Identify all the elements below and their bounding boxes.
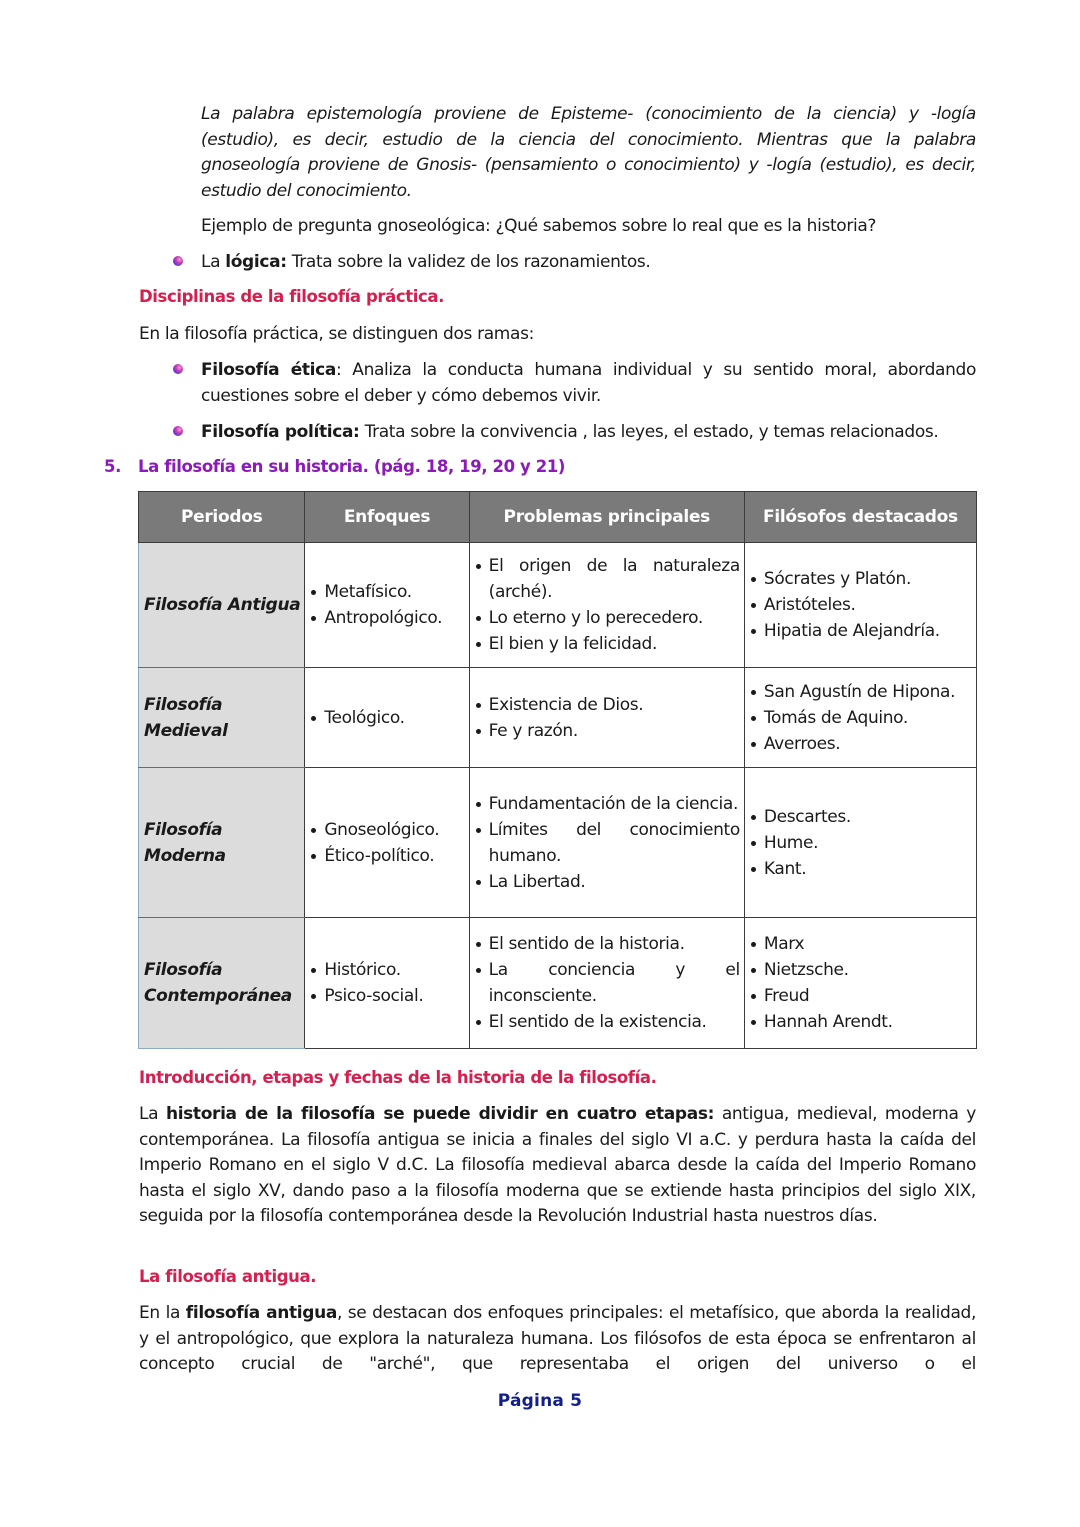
list-item: Teológico. xyxy=(309,705,464,731)
practical-heading: Disciplinas de la filosofía práctica. xyxy=(139,287,444,306)
page-number: Página 5 xyxy=(497,1391,583,1411)
list-item: Hipatia de Alejandría. xyxy=(749,618,972,644)
table-row xyxy=(139,768,977,918)
list-item: Averroes. xyxy=(749,731,972,757)
enfoques-cell xyxy=(305,918,469,1049)
list-item: El bien y la felicidad. xyxy=(474,631,740,657)
table-row xyxy=(139,668,977,768)
filosofos-cell xyxy=(744,768,976,918)
list-item: Marx xyxy=(749,931,972,957)
ethics-term: Filosofía ética xyxy=(201,360,336,380)
problemas-cell xyxy=(469,918,744,1049)
list-item: La conciencia y el inconsciente. xyxy=(474,957,740,1009)
list-item: Tomás de Aquino. xyxy=(749,705,972,731)
header-filosofos: Filósofos destacados xyxy=(744,492,976,543)
section-title: La filosofía en su historia. (pág. 18, 19, 20 y 21) xyxy=(138,457,566,476)
list-item: Hannah Arendt. xyxy=(749,1009,972,1035)
list-item: La Libertad. xyxy=(474,869,740,895)
etymology-paragraph: La palabra epistemología proviene de Episteme- (conocimiento de la ciencia) y -logía (estudio), es decir, estudio de la ciencia del conocimiento. Mientras que la palabra gnoseología proviene de Gnosis- (pensamiento o conocimiento) y -logía (estudio), es decir, estudio del conocimiento. xyxy=(201,104,976,201)
list-item: Gnoseológico. xyxy=(309,817,464,843)
ethics-bullet xyxy=(201,358,976,409)
practical-intro: En la filosofía práctica, se distinguen dos ramas: xyxy=(139,324,534,344)
list-item: Antropológico. xyxy=(309,605,464,631)
list-item: Freud xyxy=(749,983,972,1009)
enfoques-cell xyxy=(305,543,469,668)
list-item: Fundamentación de la ciencia. xyxy=(474,791,740,817)
ancient-prefix: En la xyxy=(139,1303,186,1323)
example-question: Ejemplo de pregunta gnoseológica: ¿Qué sabemos sobre lo real que es la historia? xyxy=(201,216,877,236)
bullet-sphere-icon xyxy=(173,364,183,374)
list-item: Fe y razón. xyxy=(474,718,740,744)
header-problemas: Problemas principales xyxy=(469,492,744,543)
enfoques-cell xyxy=(305,668,469,768)
section-number: 5. xyxy=(104,457,121,476)
list-item: Ético-político. xyxy=(309,843,464,869)
table-header-row xyxy=(139,492,977,543)
logic-text: Trata sobre la validez de los razonamientos. xyxy=(286,252,651,272)
table-row xyxy=(139,543,977,668)
stages-paragraph xyxy=(139,1102,976,1230)
list-item: Metafísico. xyxy=(309,579,464,605)
ancient-heading: La filosofía antigua. xyxy=(139,1267,317,1286)
enfoques-cell xyxy=(305,768,469,918)
period-cell: Filosofía Moderna xyxy=(139,768,305,918)
ancient-bold: filosofía antigua xyxy=(185,1303,337,1323)
stages-bold: historia de la filosofía se puede dividir en cuatro etapas: xyxy=(165,1104,715,1124)
logic-prefix: La xyxy=(201,252,226,272)
list-item: Kant. xyxy=(749,856,972,882)
politics-bullet xyxy=(201,420,991,446)
period-cell: Filosofía Medieval xyxy=(139,668,305,768)
table-row xyxy=(139,918,977,1049)
list-item: Existencia de Dios. xyxy=(474,692,740,718)
ethics-text: : Analiza la conducta humana individual y su sentido moral, abordando cuestiones sobre el deber y cómo debemos vivir. xyxy=(201,360,976,406)
list-item: San Agustín de Hipona. xyxy=(749,679,972,705)
bullet-sphere-icon xyxy=(173,426,183,436)
ancient-text: , se destacan dos enfoques principales: el metafísico, que aborda la realidad, y el antropológico, que explora la naturaleza humana. Los filósofos de esta época se enfrentaron al concepto crucial de "arché", que representaba el origen del universo o el xyxy=(139,1303,977,1374)
list-item: Límites del conocimiento humano. xyxy=(474,817,740,869)
bullet-sphere-icon xyxy=(173,256,183,266)
stages-prefix: La xyxy=(139,1104,166,1124)
filosofos-cell xyxy=(744,918,976,1049)
logic-term: lógica: xyxy=(225,252,287,272)
stages-text: antigua, medieval, moderna y contemporánea. La filosofía antigua se inicia a finales del siglo VI a.C. y perdura hasta la caída del Imperio Romano en el siglo V d.C. La filosofía medieval abarca desde la caída del Imperio Romano hasta el siglo XV, dando paso a la filosofía moderna que se extiende hasta principios del siglo XIX, seguida por la filosofía contemporánea desde la Revolución Industrial hasta nuestros días. xyxy=(139,1104,977,1226)
list-item: Descartes. xyxy=(749,804,972,830)
politics-term: Filosofía política: xyxy=(201,422,360,442)
stages-heading: Introducción, etapas y fechas de la historia de la filosofía. xyxy=(139,1068,657,1087)
list-item: El sentido de la historia. xyxy=(474,931,740,957)
logic-bullet xyxy=(201,250,976,276)
problemas-cell xyxy=(469,543,744,668)
list-item: Nietzsche. xyxy=(749,957,972,983)
list-item: Hume. xyxy=(749,830,972,856)
ancient-paragraph xyxy=(139,1301,976,1378)
list-item: Histórico. xyxy=(309,957,464,983)
header-enfoques: Enfoques xyxy=(305,492,469,543)
problemas-cell xyxy=(469,768,744,918)
period-cell: Filosofía Contemporánea xyxy=(139,918,305,1049)
section-5-heading xyxy=(104,457,565,476)
filosofos-cell xyxy=(744,668,976,768)
list-item: El sentido de la existencia. xyxy=(474,1009,740,1035)
philosophy-history-table xyxy=(138,491,977,1049)
politics-text: Trata sobre la convivencia , las leyes, el estado, y temas relacionados. xyxy=(359,422,939,442)
period-cell: Filosofía Antigua xyxy=(139,543,305,668)
header-periodos: Periodos xyxy=(139,492,305,543)
list-item: Lo eterno y lo perecedero. xyxy=(474,605,740,631)
list-item: Psico-social. xyxy=(309,983,464,1009)
filosofos-cell xyxy=(744,543,976,668)
list-item: Sócrates y Platón. xyxy=(749,566,972,592)
list-item: El origen de la naturaleza (arché). xyxy=(474,553,740,605)
list-item: Aristóteles. xyxy=(749,592,972,618)
problemas-cell xyxy=(469,668,744,768)
